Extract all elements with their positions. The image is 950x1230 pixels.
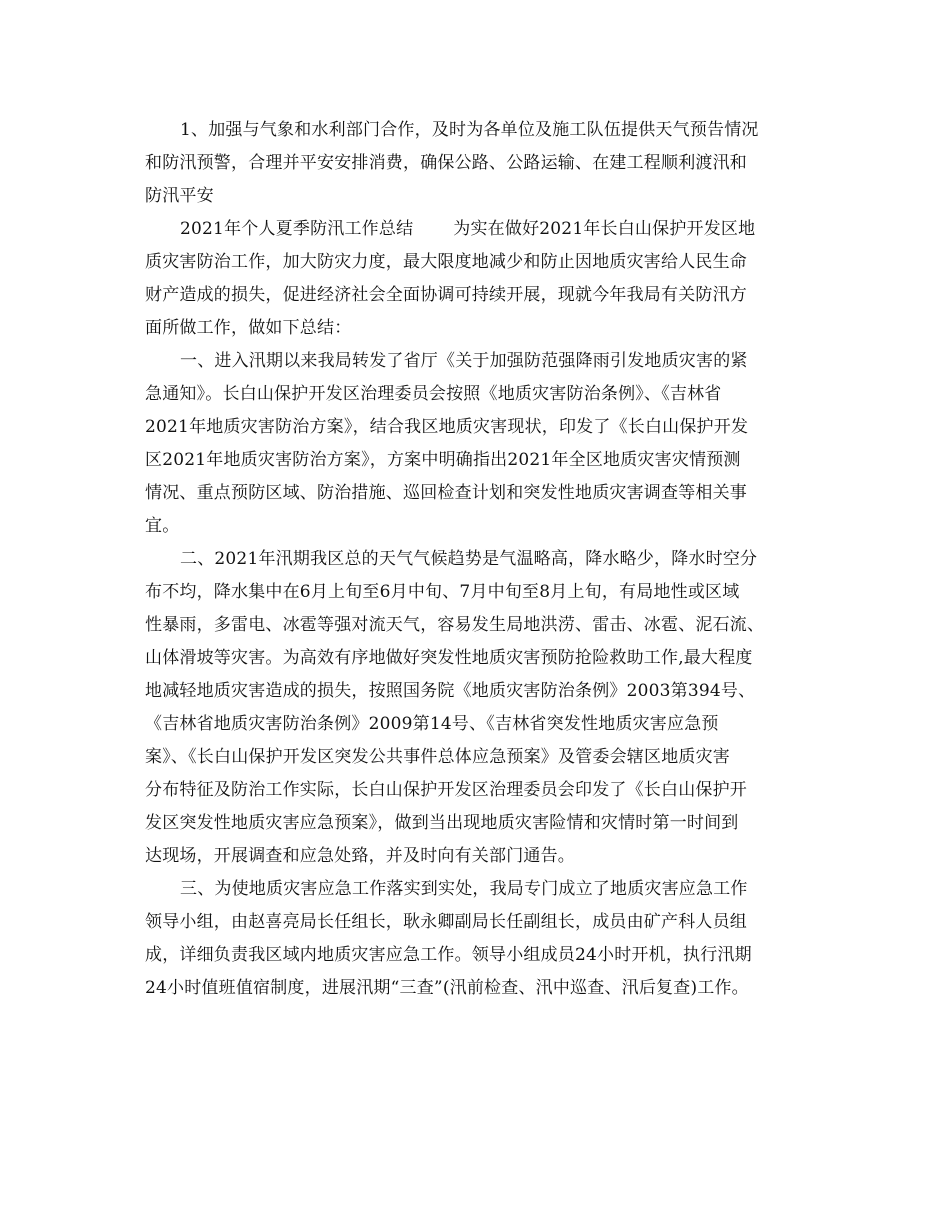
text-line: 一、进入汛期以来我局转发了省厅《关于加强防范强降雨引发地质灾害的紧 — [180, 351, 748, 371]
text-line: 质灾害防治工作，加大防灾力度，最大限度地减少和防止因地质灾害给人民生命 — [145, 252, 747, 272]
text-line: 区2021年地质灾害防治方案》，方案中明确指出2021年全区地质灾害灾情预测 — [145, 450, 741, 470]
text-line: 性暴雨，多雷电、冰雹等强对流天气，容易发生局地洪涝、雷击、冰雹、泥石流、 — [145, 615, 765, 635]
text-line: 《吉林省地质灾害防治条例》2009第14号、《吉林省突发性地质灾害应急预 — [145, 714, 719, 734]
text-line: 1、加强与气象和水利部门合作，及时为各单位及施工队伍提供天气预告情况 — [180, 120, 759, 140]
paragraph-5 — [145, 873, 825, 1005]
text-line: 二、2021年汛期我区总的天气气候趋势是气温略高，降水略少，降水时空分 — [180, 549, 758, 569]
text-line: 达现场，开展调查和应急处臵，并及时向有关部门通告。 — [145, 846, 575, 866]
text-line: 财产造成的损失，促进经济社会全面协调可持续开展，现就今年我局有关防汛方 — [145, 285, 747, 305]
text-line: 布不均，降水集中在6月上旬至6月中旬、7月中旬至8月上旬，有局地性或区域 — [145, 582, 740, 602]
text-line: 成，详细负责我区域内地质灾害应急工作。领导小组成员24小时开机，执行汛期 — [145, 945, 752, 965]
text-line: 发区突发性地质灾害应急预案》，做到当出现地质灾害险情和灾情时第一时间到 — [145, 813, 739, 833]
text-line: 案》、《长白山保护开发区突发公共事件总体应急预案》及管委会辖区地质灾害 — [145, 747, 730, 767]
text-line — [145, 213, 825, 246]
text-line: 分布特征及防治工作实际，长白山保护开发区治理委员会印发了《长白山保护开 — [145, 780, 747, 800]
text-line: 地减轻地质灾害造成的损失，按照国务院《地质灾害防治条例》2003第394号、 — [145, 681, 756, 701]
text-line: 三、为使地质灾害应急工作落实到实处，我局专门成立了地质灾害应急工作 — [180, 879, 748, 899]
text-line: 情况、重点预防区域、防治措施、巡回检查计划和突发性地质灾害调查等相关事 — [145, 483, 747, 503]
paragraph-1 — [145, 114, 825, 213]
text-line: 面所做工作，做如下总结： — [145, 318, 352, 338]
paragraph-4 — [145, 543, 825, 873]
text-line-content: 为实在做好2021年长白山保护开发区地 — [453, 219, 756, 239]
text-line: 24小时值班值宿制度，进展汛期“三查”(汛前检查、汛中巡查、汛后复查)工作。 — [145, 978, 749, 998]
text-line: 2021年地质灾害防治方案》，结合我区地质灾害现状，印发了《长白山保护开发 — [145, 417, 749, 437]
paragraph-3 — [145, 345, 825, 543]
paragraph-2 — [145, 213, 825, 345]
text-line: 宜。 — [145, 516, 180, 536]
text-line: 山体滑坡等灾害。为高效有序地做好突发性地质灾害预防抢险救助工作,最大程度 — [145, 648, 753, 668]
text-line: 领导小组，由赵喜亮局长任组长，耿永卿副局长任副组长，成员由矿产科人员组 — [145, 912, 747, 932]
text-line: 和防汛预警，合理并平安安排消费，确保公路、公路运输、在建工程顺利渡汛和 — [145, 153, 747, 173]
document-body — [145, 114, 825, 1005]
text-line: 急通知》。长白山保护开发区治理委员会按照《地质灾害防治条例》、《吉林省 — [145, 384, 722, 404]
text-line: 防汛平安 — [145, 186, 214, 206]
document-title: 2021年个人夏季防汛工作总结 — [180, 219, 414, 239]
